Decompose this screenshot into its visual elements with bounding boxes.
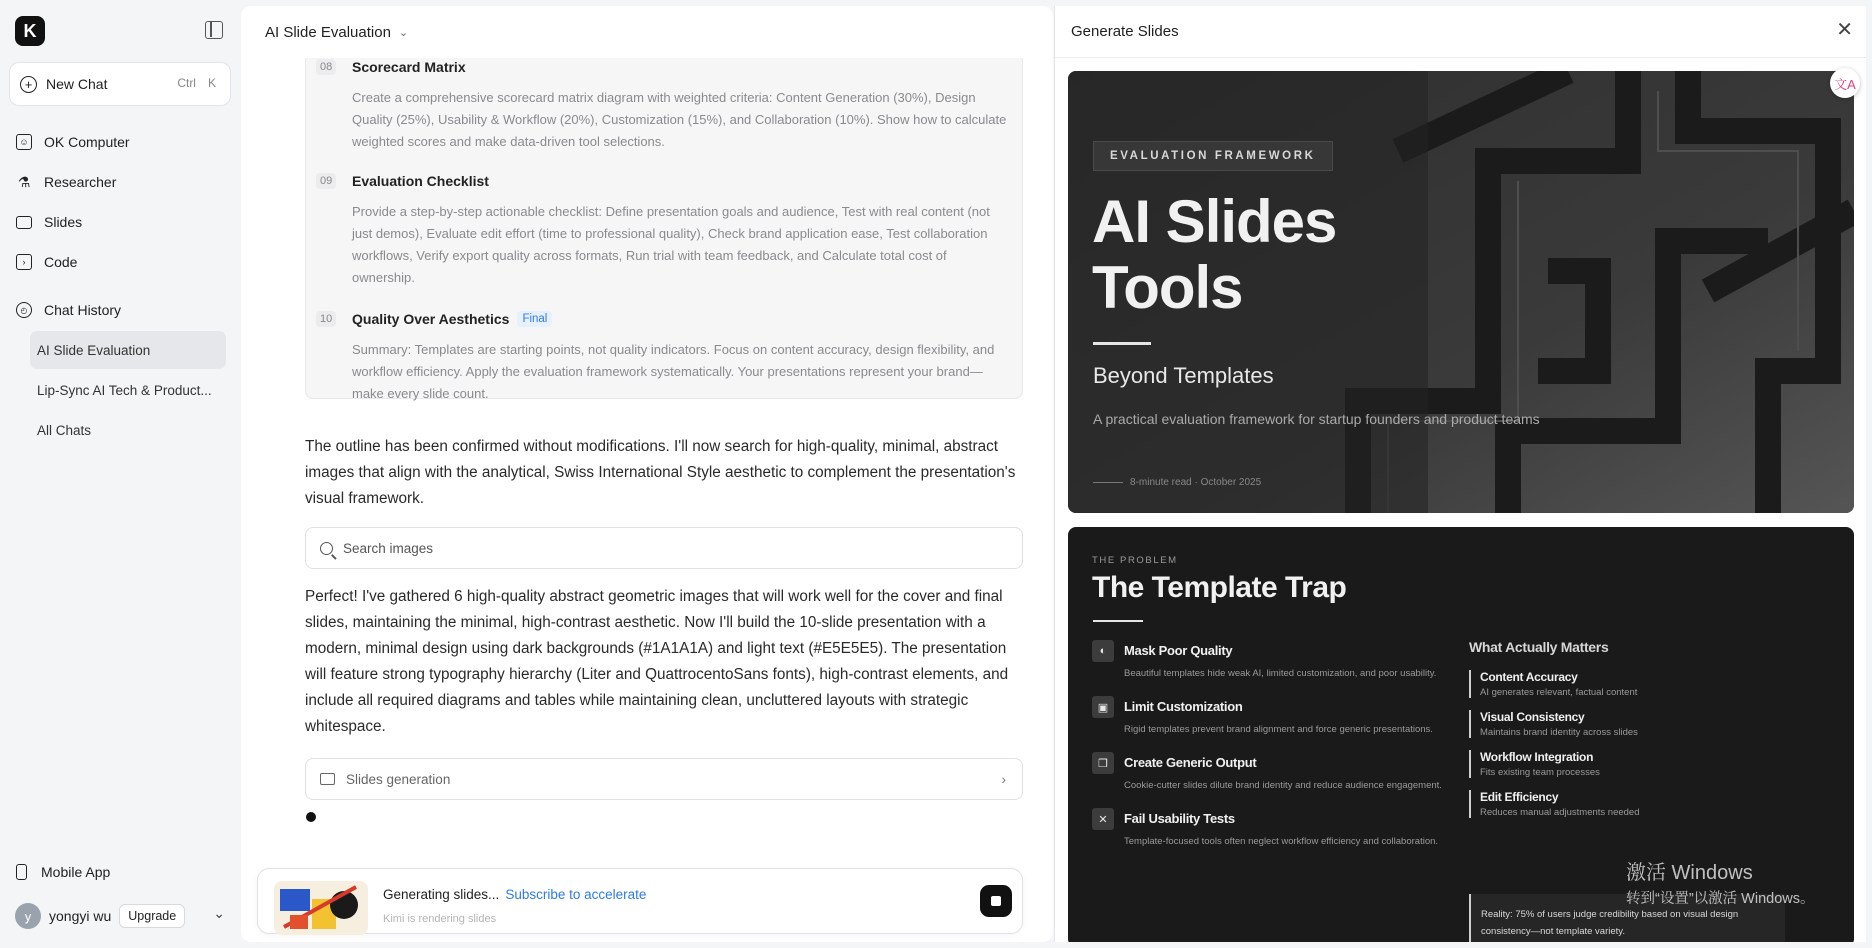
chat-panel [241, 6, 1053, 942]
chevron-right-icon: › [1001, 771, 1006, 787]
outline-description: Summary: Templates are starting points, not quality indicators. Focus on content accuracy, design flexibility, and workflow efficiency. Apply the evaluation framework systematically. Your presentations represent your brand—make every slide count. [352, 342, 995, 401]
slides-generation-label: Slides generation [346, 771, 451, 787]
slide-description: A practical evaluation framework for startup founders and product teams [1093, 411, 1540, 427]
final-badge: Final [517, 311, 552, 327]
presentation-icon [16, 216, 32, 229]
sidebar-toggle-icon[interactable] [205, 21, 223, 39]
watermark-line-1: 激活 Windows [1626, 862, 1753, 884]
history-item-ai-slide-evaluation[interactable]: AI Slide Evaluation [30, 331, 226, 369]
outline-title-text: Evaluation Checklist [352, 173, 489, 189]
windows-activation-watermark [1626, 856, 1815, 908]
outline-number: 08 [316, 59, 336, 75]
user-profile [15, 902, 225, 930]
user-x-icon: ✕ [1092, 808, 1114, 830]
app-logo[interactable]: K [15, 16, 45, 46]
translate-icon[interactable]: 文A [1830, 68, 1860, 98]
terminal-icon: › [16, 254, 32, 270]
subscribe-link[interactable]: Subscribe to accelerate [505, 887, 647, 902]
clock-icon: ◴ [16, 302, 32, 318]
slide-meta: 8-minute read · October 2025 [1093, 477, 1261, 488]
outline-description: Provide a step-by-step actionable checklist: Define presentation goals and audience, Test with real content (not just demos), Evaluate edit effort (time to professional quality), Check brand application ease, Test collaboration workflows, Verify export quality across formats, Run trial with team feedback, and Calculate total cost of ownership. [352, 204, 990, 285]
presentation-icon [320, 773, 335, 785]
upgrade-button[interactable]: Upgrade [119, 904, 185, 928]
search-icon [320, 542, 333, 555]
sidebar-item-label: OK Computer [44, 134, 130, 150]
slides-thumbnail [274, 881, 368, 935]
sidebar-item-label: Code [44, 254, 78, 270]
slide-kicker: THE PROBLEM [1092, 555, 1178, 566]
sidebar-item-label: Researcher [44, 174, 117, 190]
title-divider [1093, 342, 1151, 345]
matter-title: Visual Consistency [1480, 710, 1585, 724]
slide-tag: EVALUATION FRAMEWORK [1093, 141, 1333, 171]
matter-title: Workflow Integration [1480, 750, 1594, 764]
robot-icon: ☺ [16, 134, 32, 150]
outline-description: Create a comprehensive scorecard matrix diagram with weighted criteria: Content Generation (30%), Design Quality (25%), Usability & Workflow (20%), Customization (15%), and Collaboration (10%). Show how to calculate weighted scores and make data-driven tool selections. [352, 90, 1007, 149]
problem-description: Beautiful templates hide weak AI, limited customization, and poor usability. [1124, 668, 1437, 679]
sidebar-item-label: Chat History [44, 302, 122, 318]
loading-indicator [306, 812, 316, 822]
outline-title [352, 311, 552, 327]
sidebar-item-ok-computer[interactable] [16, 130, 130, 154]
generating-subtext: Kimi is rendering slides [383, 913, 497, 925]
flask-icon: ⚗ [17, 173, 31, 190]
slide-subtitle: Beyond Templates [1093, 363, 1274, 388]
slide-preview-cover[interactable] [1068, 71, 1854, 513]
avatar[interactable]: y [15, 903, 41, 929]
matter-title: Edit Efficiency [1480, 790, 1559, 804]
matter-title: Content Accuracy [1480, 670, 1578, 684]
outline-title [352, 173, 489, 189]
phone-icon [16, 864, 27, 880]
copy-icon: ❐ [1092, 752, 1114, 774]
sidebar-item-chat-history[interactable] [16, 298, 121, 322]
mask-icon: ◐ [1092, 640, 1114, 662]
generating-status-card [257, 868, 1023, 934]
lock-icon: ▣ [1092, 696, 1114, 718]
outline-number: 10 [316, 311, 336, 327]
chat-title[interactable]: AI Slide Evaluation [265, 23, 391, 41]
shortcut-key-ctrl: Ctrl [177, 76, 196, 90]
outline-title-text: Quality Over Aesthetics [352, 311, 510, 327]
watermark-line-2: 转到“设置”以激活 Windows。 [1626, 891, 1815, 907]
search-images-tool[interactable] [305, 527, 1023, 569]
stop-button[interactable] [980, 885, 1012, 917]
reality-callout: Reality: 75% of users judge credibility based on visual design consistency—not template variety. [1469, 894, 1785, 942]
search-images-label: Search images [343, 540, 434, 556]
generate-slides-panel [1054, 6, 1866, 942]
matter-item [1469, 790, 1649, 818]
problem-description: Cookie-cutter slides dilute brand identity and reduce audience engagement. [1124, 780, 1442, 791]
matter-item [1469, 670, 1649, 698]
matter-description: AI generates relevant, factual content [1480, 687, 1638, 698]
matter-description: Maintains brand identity across slides [1480, 727, 1638, 738]
sidebar-item-slides[interactable] [16, 210, 82, 234]
generating-text [383, 887, 646, 902]
sidebar-item-label: Slides [44, 214, 83, 230]
slide-title: AI Slides Tools [1092, 188, 1337, 321]
sidebar-item-researcher[interactable] [16, 170, 116, 194]
outline-title [352, 59, 466, 75]
chevron-down-icon[interactable]: ⌄ [213, 905, 225, 921]
title-divider [1093, 620, 1143, 622]
matters-heading: What Actually Matters [1469, 639, 1609, 655]
panel-title: Generate Slides [1071, 23, 1179, 40]
new-chat-button[interactable] [9, 62, 231, 106]
plus-icon: + [20, 76, 37, 93]
matter-description: Fits existing team processes [1480, 767, 1600, 778]
history-item-all-chats[interactable]: All Chats [37, 422, 92, 438]
problem-description: Rigid templates prevent brand alignment and force generic presentations. [1124, 724, 1433, 735]
history-item-lip-sync[interactable]: Lip-Sync AI Tech & Product... [37, 382, 212, 398]
outline-title-text: Scorecard Matrix [352, 59, 466, 75]
assistant-message: Perfect! I've gathered 6 high-quality abstract geometric images that will work well for the cover and final slides, maintaining the minimal, high-contrast aesthetic. Now I'll build the 10-slide presentation with a modern, minimal design using dark backgrounds (#1A1A1A) and light text (#E5E5E5). The presentation will feature strong typography hierarchy (Liter and QuattrocentoSans fonts), high-contrast elements, and include all required diagrams and tables while maintaining clean, uncluttered layouts with strategic whitespace. [305, 588, 1009, 735]
shortcut-key-k: K [207, 76, 216, 90]
close-icon[interactable]: ✕ [1836, 19, 1853, 41]
problem-title: Limit Customization [1124, 699, 1243, 714]
mobile-app-link[interactable] [16, 864, 110, 880]
outline-number: 09 [316, 173, 336, 189]
chat-header [241, 6, 1053, 58]
slides-generation-tool[interactable] [305, 758, 1023, 800]
problem-title: Mask Poor Quality [1124, 643, 1233, 658]
panel-header [1055, 6, 1866, 58]
mobile-app-label: Mobile App [41, 864, 111, 880]
problem-description: Template-focused tools often neglect workflow efficiency and collaboration. [1124, 836, 1439, 847]
matter-description: Reduces manual adjustments needed [1480, 807, 1640, 818]
new-chat-shortcut [173, 75, 220, 91]
outline-card [305, 26, 1023, 399]
sidebar [0, 0, 240, 948]
problem-title: Fail Usability Tests [1124, 811, 1235, 826]
chevron-down-icon[interactable]: ⌄ [398, 26, 409, 39]
new-chat-label: New Chat [46, 76, 108, 92]
matter-item [1469, 710, 1649, 738]
username: yongyi wu [49, 908, 112, 924]
generating-label: Generating slides... [383, 887, 500, 902]
assistant-message: The outline has been confirmed without modifications. I'll now search for high-quality, minimal, abstract images that align with the analytical, Swiss International Style aesthetic to complement the presentation's visual framework. [305, 438, 1016, 507]
problem-title: Create Generic Output [1124, 755, 1257, 770]
matter-item [1469, 750, 1649, 778]
slide-title: The Template Trap [1092, 571, 1347, 604]
sidebar-item-code[interactable] [16, 250, 77, 274]
